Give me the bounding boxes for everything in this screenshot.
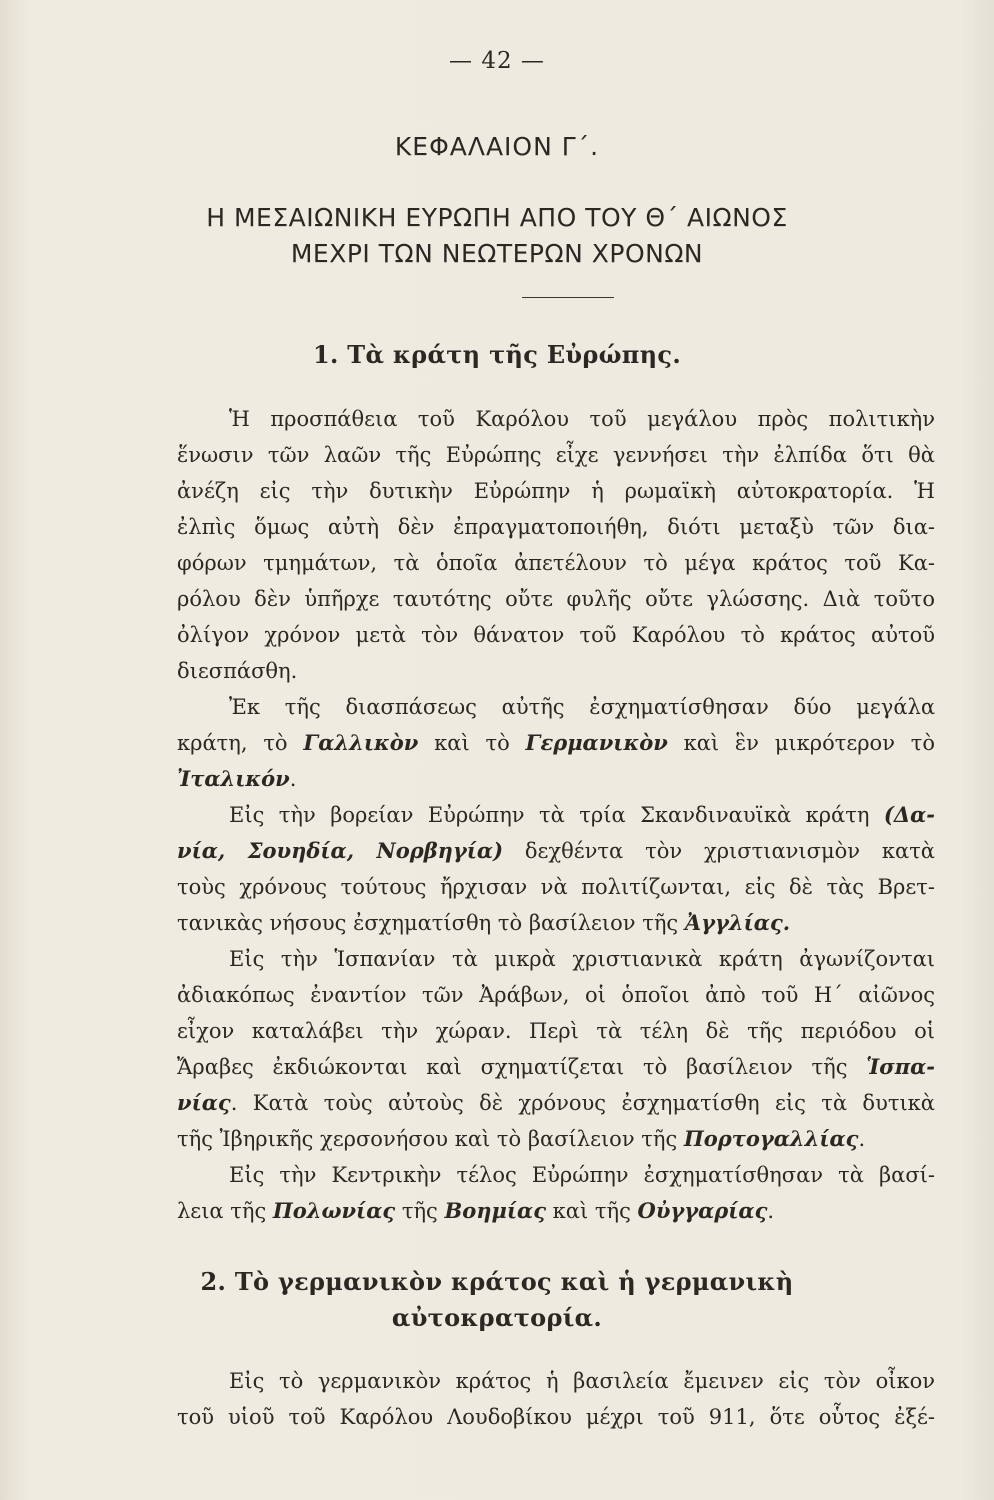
text-line: τοὺς χρόνους τούτους ἤρχισαν νὰ πολιτίζωνται, εἰς δὲ τὰς Βρετ- (177, 875, 935, 899)
text-line: εἶχον καταλάβει τὴν χώραν. Περὶ τὰ τέλη δὲ τῆς περιόδου οἱ (177, 1019, 935, 1043)
emphasis-term: Βοημίας (444, 1198, 546, 1223)
emphasis-term: Ἱσπα- (866, 1054, 935, 1079)
text-line (177, 1196, 935, 1226)
text-line: διεσπάσθη. (177, 659, 298, 683)
section-heading-line: αὐτοκρατορία. (391, 1303, 603, 1332)
text-run: . (767, 1199, 775, 1223)
text-line (177, 1052, 935, 1082)
text-run: λεια τῆς (177, 1199, 273, 1223)
text-run: καὶ τῆς (546, 1199, 638, 1223)
emphasis-term: Γερμανικὸν (525, 730, 668, 755)
text-run: τῆς (395, 1199, 445, 1223)
emphasis-term: Πορτογαλλίας (683, 1126, 859, 1151)
text-run: . (289, 767, 297, 791)
text-line (177, 908, 935, 938)
page-number: — 42 — (449, 48, 545, 74)
text-run: τῆς Ἰβηρικῆς χερσονήσου καὶ τὸ βασίλειον τῆς (177, 1127, 684, 1151)
emphasis-term: Ἀγγλίας. (684, 910, 791, 935)
chapter-title-line: Η ΜΕΣΑΙΩΝΙΚΗ ΕΥΡΩΠΗ ΑΠΟ ΤΟΥ Θ΄ ΑΙΩΝΟΣ (206, 203, 788, 232)
text-line: ἐλπὶς ὅμως αὐτὴ δὲν ἐπραγματοποιήθη, διότι μεταξὺ τῶν δια- (177, 515, 935, 539)
emphasis-term: νία, Σουηδία, Νορβηγία) (177, 838, 504, 863)
text-run: κράτη, τὸ (177, 731, 304, 755)
text-line: Ἐκ τῆς διασπάσεως αὐτῆς ἐσχηματίσθησαν δύο μεγάλα (229, 695, 935, 719)
text-line (177, 1124, 935, 1154)
text-line: τοῦ υἱοῦ τοῦ Καρόλου Λουδοβίκου μέχρι τοῦ 911, ὅτε οὗτος ἐξέ- (177, 1405, 935, 1429)
text-line: ἀδιακόπως ἐναντίον τῶν Ἀράβων, οἱ ὁποῖοι ἀπὸ τοῦ Η΄ αἰῶνος (177, 983, 935, 1007)
text-run: καὶ ἓν μικρότερον τὸ (667, 731, 936, 755)
section-heading (0, 1264, 994, 1336)
text-line (177, 1088, 935, 1118)
text-line (229, 800, 935, 830)
emphasis-term: Οὐγγαρίας (637, 1198, 768, 1223)
text-run: . Κατὰ τοὺς αὐτοὺς δὲ χρόνους ἐσχηματίσθη εἰς τὰ δυτικὰ (230, 1091, 935, 1115)
text-run: δεχθέντα τὸν χριστιανισμὸν κατὰ (503, 839, 935, 863)
text-line: ἀνέζη εἰς τὴν δυτικὴν Εὐρώπην ἡ ρωμαϊκὴ αὐτοκρατορία. Ἡ (177, 479, 935, 503)
chapter-label: ΚΕΦΑΛΑΙΟΝ Γ΄. (394, 132, 600, 161)
text-line: ἕνωσιν τῶν λαῶν τῆς Εὐρώπης εἶχε γεννήσει τὴν ἐλπίδα ὅτι θὰ (177, 443, 935, 467)
text-line: Εἰς τὸ γερμανικὸν κράτος ἡ βασιλεία ἔμεινεν εἰς τὸν οἶκον (229, 1369, 935, 1393)
text-line: ρόλου δὲν ὑπῆρχε ταυτότης οὔτε φυλῆς οὔτε γλώσσης. Διὰ τοῦτο (177, 587, 935, 611)
text-line (177, 836, 935, 866)
emphasis-term: νίας (177, 1090, 231, 1115)
section-heading: 1. Τὰ κράτη τῆς Εὐρώπης. (313, 340, 681, 369)
emphasis-term: Πολωνίας (272, 1198, 396, 1223)
text-line: Ἡ προσπάθεια τοῦ Καρόλου τοῦ μεγάλου πρὸς πολιτικὴν (229, 407, 935, 431)
text-line: Εἰς τὴν Κεντρικὴν τέλος Εὐρώπην ἐσχηματίσθησαν τὰ βασί- (229, 1163, 935, 1187)
text-line (177, 764, 935, 794)
text-line: φόρων τμημάτων, τὰ ὁποῖα ἀπετέλουν τὸ μέγα κράτος τοῦ Κα- (177, 551, 935, 575)
text-run: καὶ τὸ (418, 731, 526, 755)
emphasis-term: Γαλλικὸν (303, 730, 419, 755)
text-run: τανικὰς νήσους ἐσχηματίσθη τὸ βασίλειον τῆς (177, 911, 685, 935)
section-heading-line: 2. Τὸ γερμανικὸν κράτος καὶ ἡ γερμανικὴ (200, 1267, 794, 1296)
text-run: . (858, 1127, 866, 1151)
text-line (177, 728, 935, 758)
text-line: ὀλίγον χρόνον μετὰ τὸν θάνατον τοῦ Καρόλου τὸ κράτος αὐτοῦ (177, 623, 935, 647)
text-run: Εἰς τὴν βορείαν Εὐρώπην τὰ τρία Σκανδιναυϊκὰ κράτη (229, 803, 884, 827)
emphasis-term: (Δα- (883, 802, 935, 827)
chapter-title-line: ΜΕΧΡΙ ΤΩΝ ΝΕΩΤΕΡΩΝ ΧΡΟΝΩΝ (290, 239, 704, 268)
text-line: Εἰς τὴν Ἱσπανίαν τὰ μικρὰ χριστιανικὰ κράτη ἀγωνίζονται (229, 947, 935, 971)
emphasis-term: Ἰταλικόν (177, 766, 290, 791)
text-run: Ἄραβες ἐκδιώκονται καὶ σχηματίζεται τὸ βασίλειον τῆς (177, 1055, 867, 1079)
